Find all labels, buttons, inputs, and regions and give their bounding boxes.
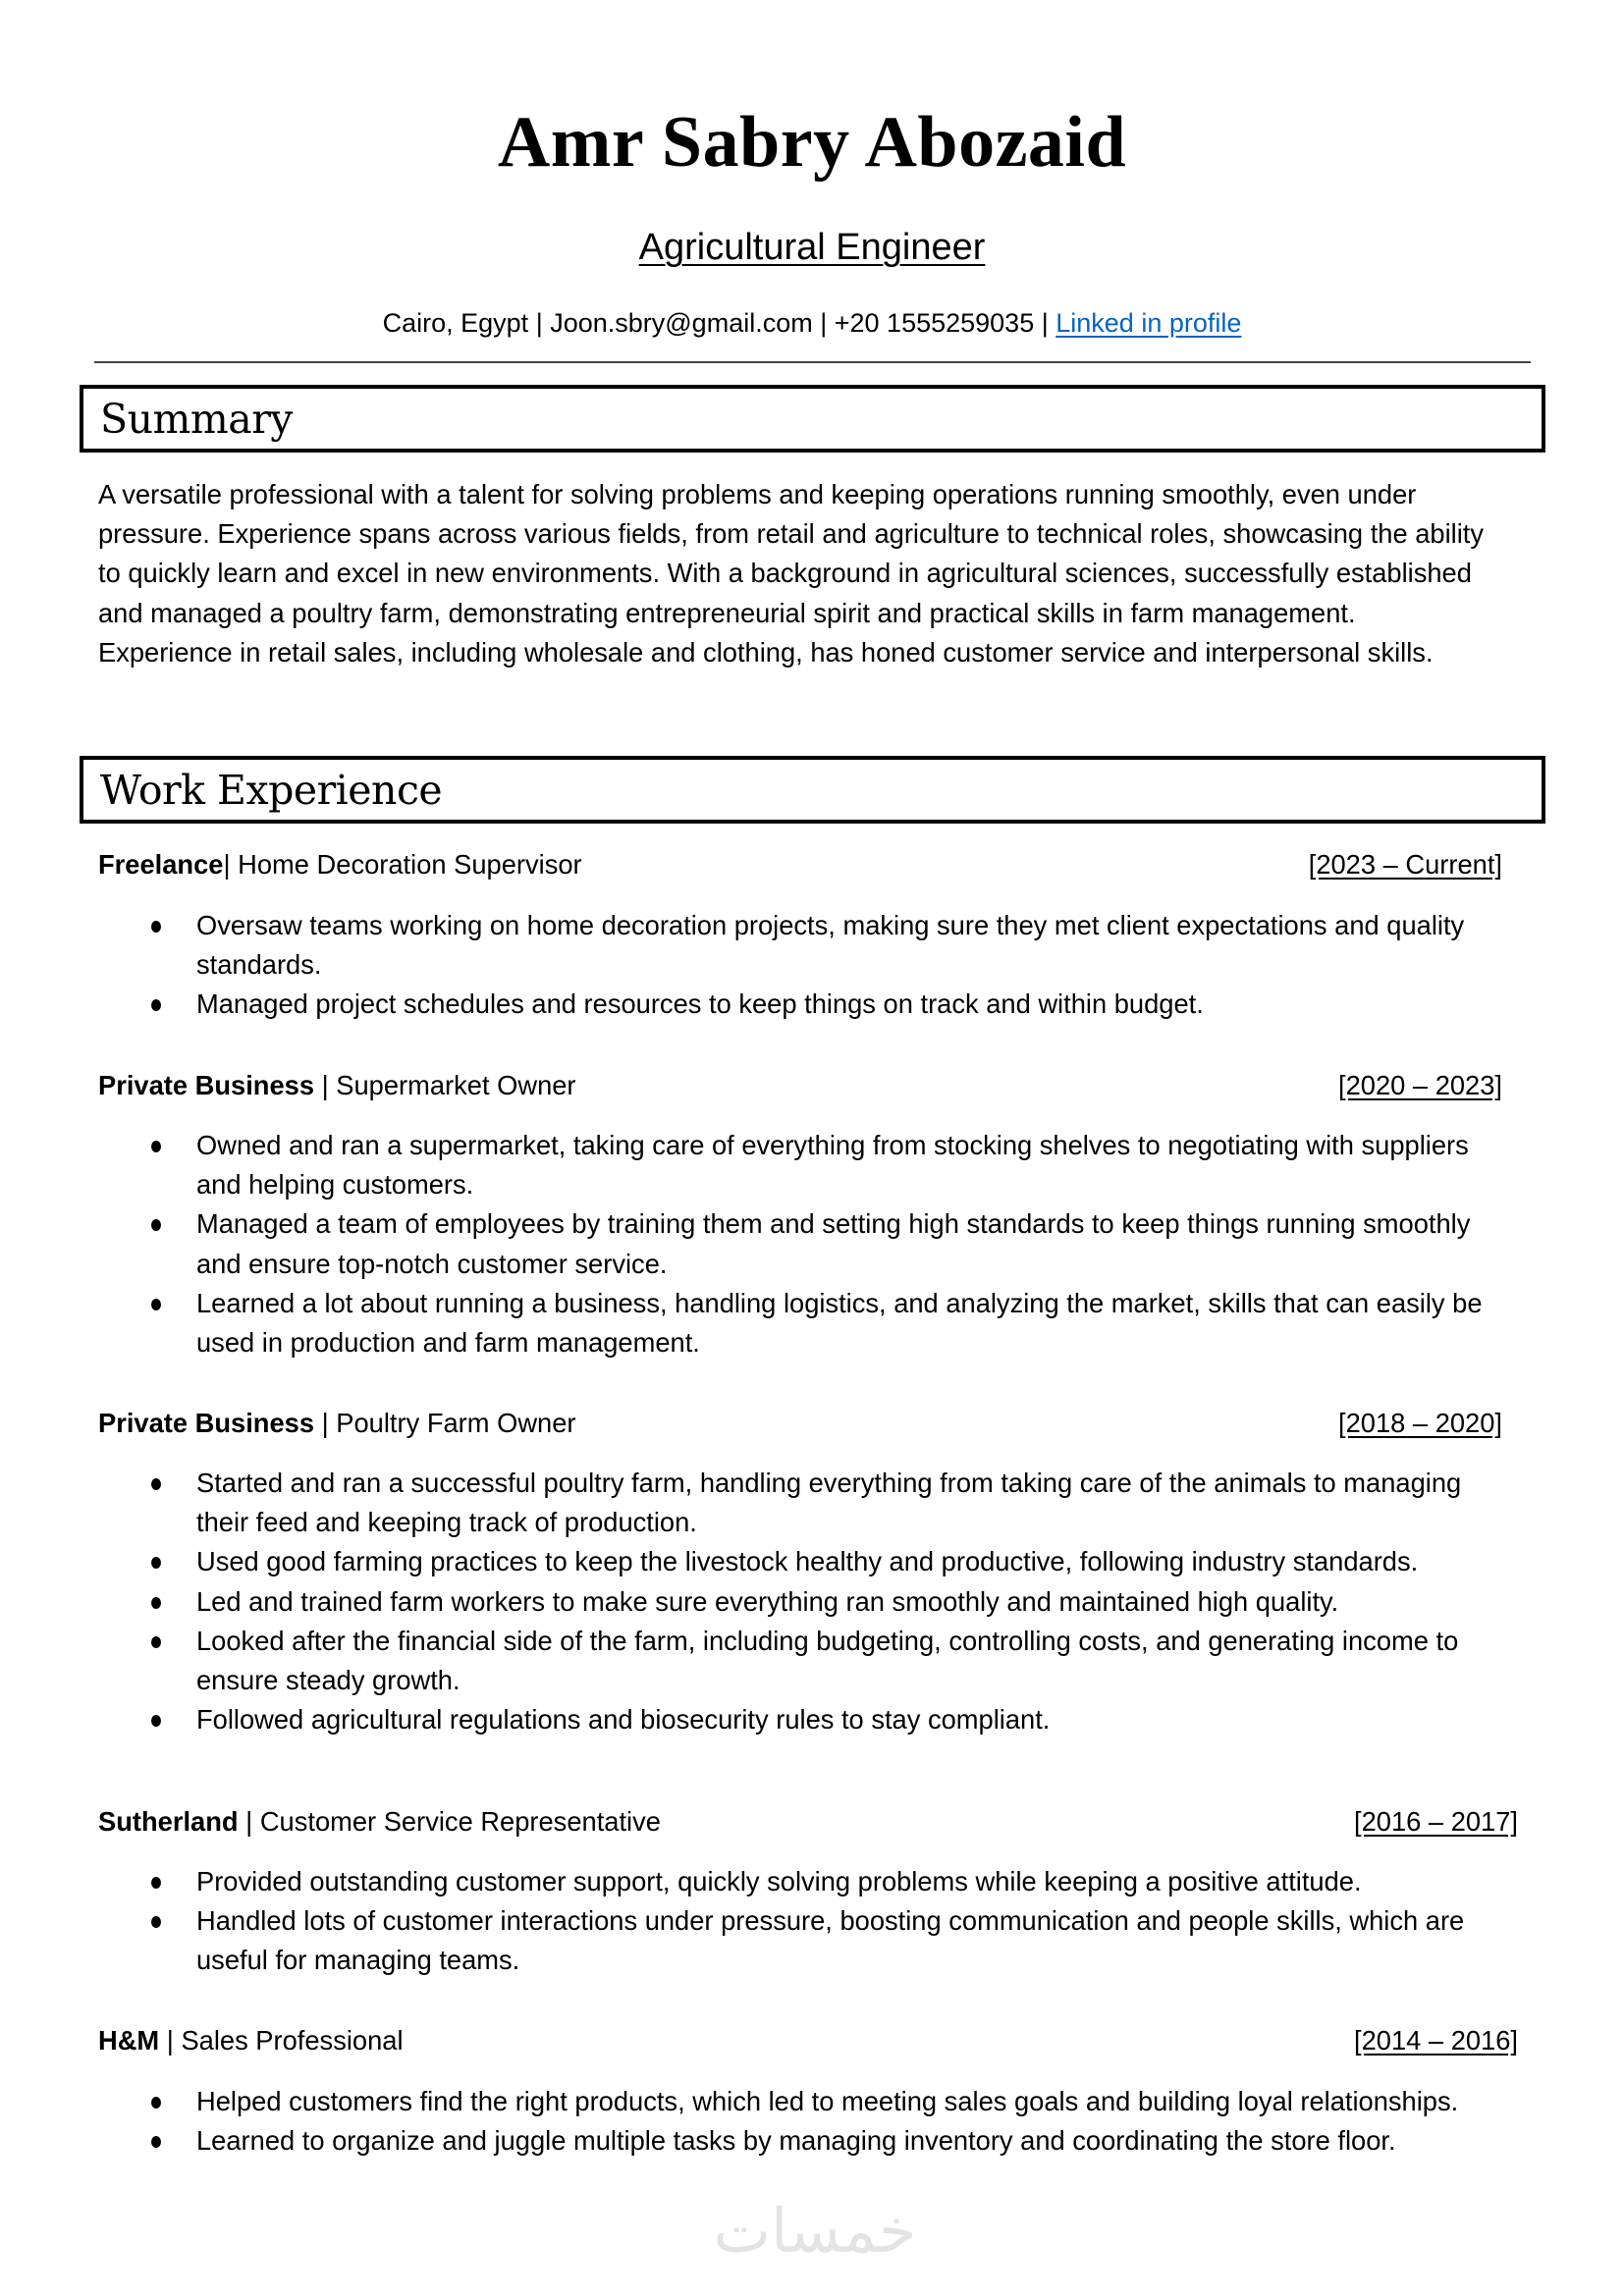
job-role: Sales Professional: [181, 2025, 404, 2056]
bullet-line: their feed and keeping track of production.: [196, 1507, 697, 1538]
job-organization: Sutherland: [98, 1806, 239, 1837]
job-header-freelance: [98, 845, 1502, 884]
bullet-item: [98, 2121, 1522, 2161]
bullet-icon: [151, 1636, 161, 1648]
job-date: [2023 – Current]: [1308, 849, 1502, 880]
bullet-item: [98, 1464, 1522, 1542]
bullet-icon: [151, 921, 161, 933]
job-bullets-sutherland: [98, 1862, 1522, 1981]
bullet-line: Learned a lot about running a business, handling logistics, and analyzing the market, skills that can easily be: [196, 1287, 1483, 1318]
contact-line: [0, 305, 1624, 341]
candidate-name: Amr Sabry Abozaid: [497, 102, 1127, 183]
bullet-line: useful for managing teams.: [196, 1945, 520, 1976]
job-separator: |: [238, 1806, 260, 1837]
job-bullets-poultry-farm: [98, 1464, 1522, 1739]
summary-line: Experience in retail sales, including wholesale and clothing, has honed customer service and interpersonal skills.: [98, 636, 1434, 667]
bullet-item: [98, 1284, 1522, 1362]
job-organization: H&M: [98, 2025, 160, 2056]
job-organization: Private Business: [98, 1408, 315, 1438]
summary-section-header: [80, 385, 1545, 453]
contact-separator: |: [812, 308, 835, 338]
bullet-line: Started and ran a successful poultry farm, handling everything from taking care of the animals to managing: [196, 1468, 1462, 1498]
bullet-line: ensure steady growth.: [196, 1665, 460, 1696]
bullet-icon: [151, 1877, 161, 1889]
bullet-icon: [151, 2136, 161, 2148]
job-header-poultry-farm: [98, 1404, 1502, 1443]
bullet-item: [98, 2082, 1522, 2121]
bullet-line: Helped customers find the right products, which led to meeting sales goals and building loyal relationships.: [196, 2086, 1459, 2116]
bullet-line: and helping customers.: [196, 1169, 474, 1201]
bullet-icon: [151, 2097, 161, 2109]
job-header-sutherland: [98, 1802, 1518, 1842]
summary-text: [98, 475, 1522, 672]
job-role: Home Decoration Supervisor: [238, 849, 582, 880]
bullet-line: Followed agricultural regulations and biosecurity rules to stay compliant.: [196, 1704, 1051, 1735]
work-experience-section-header: [80, 756, 1545, 824]
bullet-line: Oversaw teams working on home decoration projects, making sure they met client expectations and quality: [196, 910, 1465, 940]
contact-separator: |: [1034, 308, 1056, 338]
job-date: [2016 – 2017]: [1354, 1806, 1518, 1837]
bullet-icon: [151, 1916, 161, 1928]
job-title-text: Agricultural Engineer: [638, 227, 986, 268]
bullet-line: Owned and ran a supermarket, taking care of everything from stocking shelves to negotiating with suppliers: [196, 1130, 1469, 1160]
bullet-item: [98, 1901, 1522, 1980]
job-role: Poultry Farm Owner: [336, 1408, 576, 1438]
contact-location: Cairo, Egypt: [382, 308, 529, 338]
bullet-line: used in production and farm management.: [196, 1327, 700, 1359]
job-bullets-freelance: [98, 906, 1522, 1025]
contact-separator: |: [528, 308, 551, 338]
job-date: [2020 – 2023]: [1338, 1070, 1502, 1100]
bullet-item: [98, 1582, 1522, 1622]
bullet-icon: [151, 1557, 161, 1569]
bullet-line: and ensure top-notch customer service.: [196, 1248, 668, 1279]
summary-line: pressure. Experience spans across various fields, from retail and agriculture to technical roles, showcasing the ability: [98, 518, 1485, 550]
bullet-item: [98, 1622, 1522, 1700]
job-role: Customer Service Representative: [259, 1806, 661, 1837]
bullet-item: [98, 1204, 1522, 1283]
job-date: [2018 – 2020]: [1338, 1408, 1502, 1438]
bullet-line: Provided outstanding customer support, quickly solving problems while keeping a positive attitude.: [196, 1866, 1362, 1896]
bullet-line: standards.: [196, 949, 322, 981]
job-separator: |: [314, 1070, 337, 1100]
khamsat-watermark-logo: خمسات: [713, 2195, 917, 2267]
job-organization: Private Business: [98, 1070, 315, 1100]
contact-email: Joon.sbry@gmail.com: [550, 308, 813, 338]
bullet-item: [98, 906, 1522, 985]
bullet-icon: [151, 999, 161, 1011]
bullet-line: Handled lots of customer interactions under pressure, boosting communication and people skills, which are: [196, 1905, 1465, 1937]
bullet-line: Managed a team of employees by training them and setting high standards to keep things running smoothly: [196, 1208, 1471, 1240]
bullet-line: Looked after the financial side of the farm, including budgeting, controlling costs, and generating income to: [196, 1625, 1459, 1656]
work-experience-heading: Work Experience: [100, 767, 443, 814]
contact-phone: +20 1555259035: [834, 308, 1035, 338]
job-header-supermarket: [98, 1066, 1502, 1105]
summary-line: A versatile professional with a talent for solving problems and keeping operations running smoothly, even under: [98, 479, 1417, 509]
bullet-line: Used good farming practices to keep the livestock healthy and productive, following industry standards.: [196, 1546, 1419, 1577]
bullet-icon: [151, 1141, 161, 1152]
header-divider: [94, 361, 1531, 363]
bullet-icon: [151, 1597, 161, 1609]
bullet-icon: [151, 1219, 161, 1231]
bullet-line: Led and trained farm workers to make sure everything ran smoothly and maintained high quality.: [196, 1585, 1339, 1617]
bullet-item: [98, 1542, 1522, 1581]
job-bullets-supermarket: [98, 1126, 1522, 1362]
bullet-line: Learned to organize and juggle multiple tasks by managing inventory and coordinating the store floor.: [196, 2125, 1396, 2157]
bullet-item: [98, 985, 1522, 1024]
bullet-icon: [151, 1478, 161, 1490]
job-date: [2014 – 2016]: [1354, 2025, 1518, 2056]
job-title: [0, 224, 1624, 271]
job-separator: |: [223, 849, 239, 880]
bullet-item: [98, 1126, 1522, 1204]
bullet-item: [98, 1862, 1522, 1901]
bullet-line: Managed project schedules and resources to keep things on track and within budget.: [196, 988, 1204, 1020]
job-separator: |: [159, 2025, 182, 2056]
summary-line: and managed a poultry farm, demonstrating entrepreneurial spirit and practical skills in farm management.: [98, 597, 1356, 628]
job-header-hm: [98, 2021, 1518, 2060]
job-role: Supermarket Owner: [336, 1070, 576, 1100]
summary-line: to quickly learn and excel in new environments. With a background in agricultural sciences, successfully established: [98, 558, 1472, 589]
summary-heading: Summary: [100, 396, 293, 443]
job-bullets-hm: [98, 2082, 1522, 2161]
bullet-icon: [151, 1299, 161, 1310]
bullet-icon: [151, 1715, 161, 1727]
job-separator: |: [314, 1408, 337, 1438]
linkedin-profile-link[interactable]: Linked in profile: [1056, 308, 1242, 338]
job-organization: Freelance: [98, 849, 224, 880]
bullet-item: [98, 1700, 1522, 1739]
